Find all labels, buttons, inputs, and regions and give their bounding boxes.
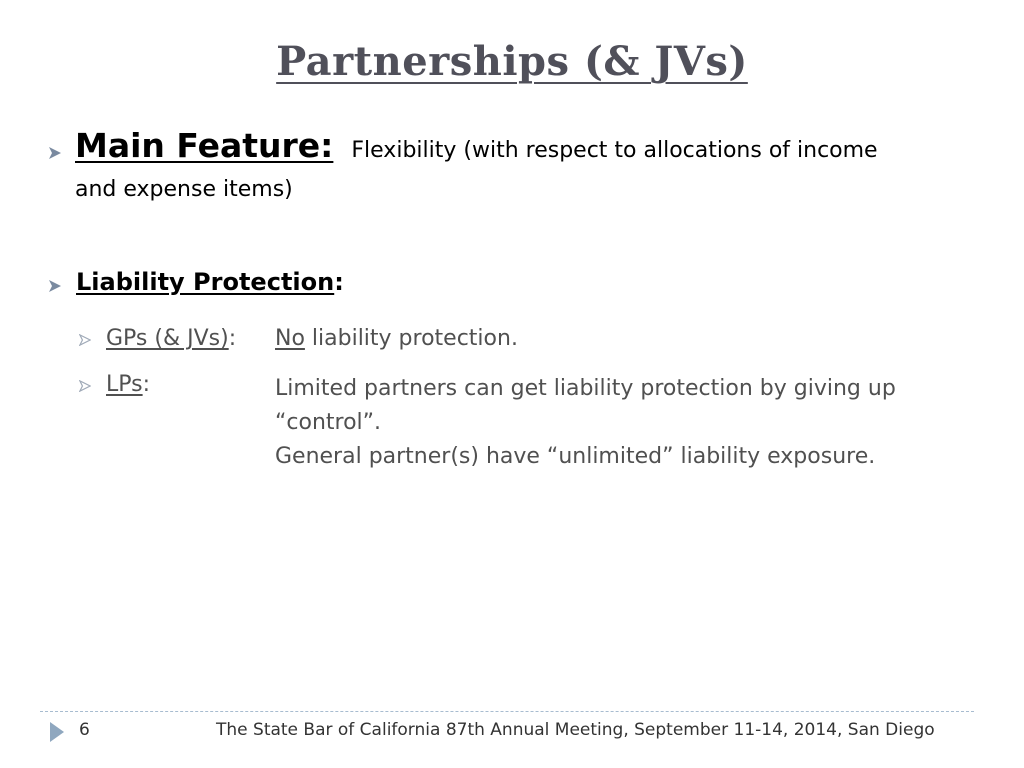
liability-protection-heading (76, 268, 344, 296)
main-feature-bullet (75, 128, 955, 208)
arrow-bullet-icon (79, 380, 91, 392)
lps-colon: : (142, 372, 151, 397)
main-feature-text-continued: and expense items) (75, 177, 293, 202)
arrow-bullet-icon (48, 279, 62, 293)
arrow-bullet-icon (79, 334, 91, 346)
footer-triangle-icon (50, 722, 64, 742)
gps-no: No (275, 326, 305, 351)
lps-description-line3: General partner(s) have “unlimited” liability exposure. (275, 444, 876, 469)
slide-title-text: Partnerships (& JVs) (276, 38, 748, 85)
lps-description-line2: “control”. (275, 410, 382, 435)
lps-label-text: LPs (106, 372, 143, 397)
slide-title (0, 38, 1024, 85)
slide-number: 6 (79, 720, 90, 740)
gps-description (275, 326, 518, 351)
gps-colon: : (228, 326, 237, 351)
liability-protection-colon: : (334, 268, 344, 296)
footer-divider (40, 711, 974, 712)
gps-description-text: liability protection. (304, 326, 518, 351)
lps-description (275, 372, 896, 474)
arrow-bullet-icon (48, 146, 62, 160)
lps-description-line1: Limited partners can get liability protection by giving up (275, 376, 896, 401)
lps-label (106, 372, 150, 397)
gps-label (106, 326, 236, 351)
main-feature-label: Main Feature: (75, 126, 334, 165)
main-feature-text: Flexibility (with respect to allocations of income (351, 138, 878, 163)
footer-text: The State Bar of California 87th Annual Meeting, September 11-14, 2014, San Diego (216, 720, 935, 740)
liability-protection-label: Liability Protection (76, 268, 335, 296)
gps-label-text: GPs (& JVs) (106, 326, 229, 351)
